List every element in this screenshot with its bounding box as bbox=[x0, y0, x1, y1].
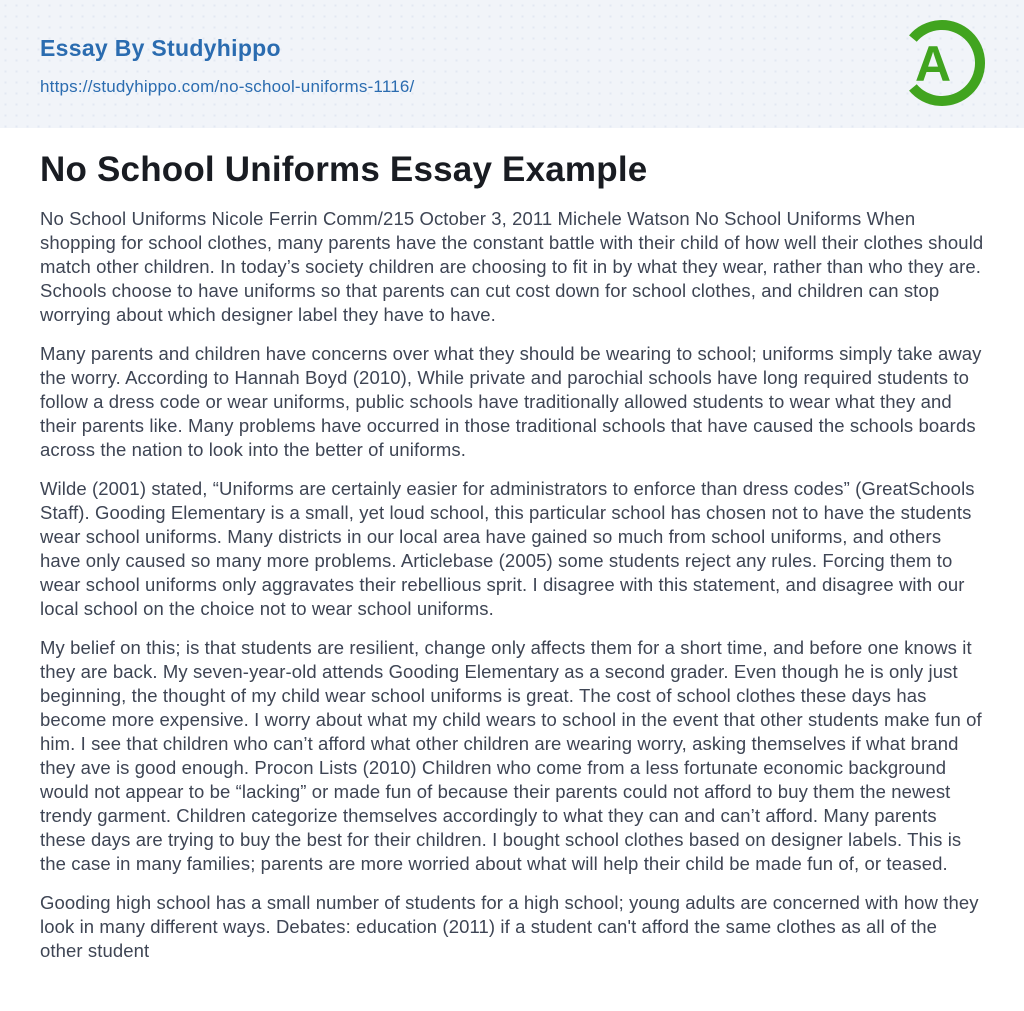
essay-content bbox=[0, 149, 1024, 963]
essay-paragraph-3: Wilde (2001) stated, “Uniforms are certainly easier for administrators to enforce than dress codes” (GreatSchools Staff). Gooding Elementary is a small, yet loud school, this particular school has chosen not to have the students wear school uniforms. Many districts in our local area have gained so much from school uniforms, and others have only caused so many more problems. Articlebase (2005) some students reject any rules. Forcing them to wear school uniforms only aggravates their rebellious sprit. I disagree with this statement, and disagree with our local school on the choice not to wear school uniforms. bbox=[40, 478, 975, 619]
studyhippo-logo-icon bbox=[894, 15, 990, 111]
logo-letter: A bbox=[915, 36, 952, 92]
site-label: Essay By Studyhippo bbox=[40, 35, 281, 61]
source-url-link[interactable]: https://studyhippo.com/no-school-uniforms-1116/ bbox=[40, 77, 415, 97]
essay-paragraph-4: My belief on this; is that students are resilient, change only affects them for a short time, and before one knows it they are back. My seven-year-old attends Gooding Elementary as a second grader. Even though he is only just beginning, the thought of my child wear school uniforms is great. The cost of school clothes these days has become more expensive. I worry about what my child wears to school in the event that other students make fun of him. I see that children who can’t afford what other children are wearing worry, asking themselves if what brand they ave is good enough. Procon Lists (2010) Children who come from a less fortunate economic background would not appear to be “lacking” or made fun of because their parents could not afford to buy them the newest trendy garment. Children categorize themselves accordingly to what they can and can’t afford. Many parents these days are trying to buy the best for their children. I bought school clothes based on designer labels. This is the case in many families; parents are more worried about what will help their child be made fun of, or teased. bbox=[40, 637, 982, 874]
essay-paragraph-1: No School Uniforms Nicole Ferrin Comm/215 October 3, 2011 Michele Watson No School Uniforms When shopping for school clothes, many parents have the constant battle with their child of how well their clothes should match other children. In today’s society children are choosing to fit in by what they wear, rather than who they are. Schools choose to have uniforms so that parents can cut cost down for school clothes, and children can stop worrying about which designer label they have to have. bbox=[40, 208, 984, 325]
header bbox=[0, 0, 1024, 128]
essay-paragraph-5: Gooding high school has a small number of students for a high school; young adults are concerned with how they look in many different ways. Debates: education (2011) if a student can't afford the same clothes as all of the other student bbox=[40, 892, 979, 961]
essay-paragraph-2: Many parents and children have concerns over what they should be wearing to school; uniforms simply take away the worry. According to Hannah Boyd (2010), While private and parochial schools have long required students to follow a dress code or wear uniforms, public schools have traditionally allowed students to wear what they and their parents like. Many problems have occurred in those traditional schools that have caused the schools boards across the nation to look into the better of uniforms. bbox=[40, 343, 982, 460]
essay-title: No School Uniforms Essay Example bbox=[40, 150, 648, 189]
